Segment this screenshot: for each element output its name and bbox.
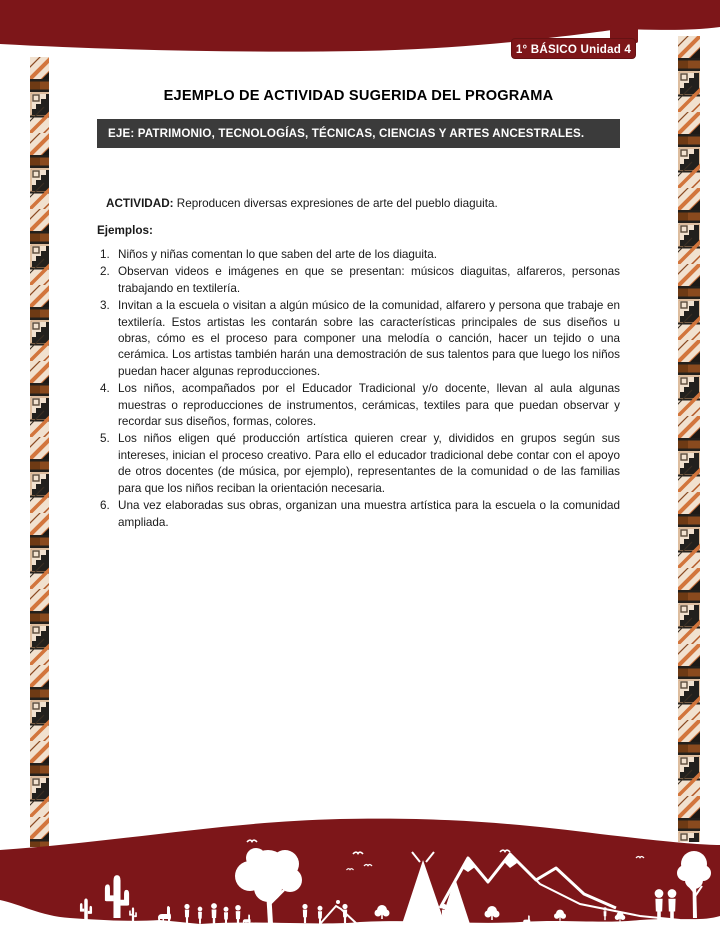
- list-item-text: Observan videos e imágenes en que se presentan: músicos diaguitas, alfareros, personas trabajando en textilería.: [118, 265, 620, 295]
- left-textile-pattern: [30, 57, 49, 847]
- content-area: [97, 88, 620, 532]
- left-textile-border: [30, 57, 49, 847]
- footer-landscape-art: [0, 812, 720, 932]
- unit-badge: 1° BÁSICO Unidad 4: [511, 38, 636, 59]
- list-item: [97, 298, 620, 380]
- right-textile-pattern: [678, 36, 700, 842]
- list-item-number: 3.: [100, 299, 110, 313]
- activity-label: ACTIVIDAD:: [106, 197, 174, 210]
- list-item-number: 1.: [100, 248, 110, 261]
- examples-label: Ejemplos:: [97, 224, 153, 237]
- list-item-number: 4.: [100, 382, 110, 396]
- examples-list: [97, 247, 620, 531]
- list-item: [97, 264, 620, 297]
- list-item-text: Los niños, acompañados por el Educador Tradicional y/o docente, llevan al aula algunas muestras o reproducciones de instrumentos, cerámicas, textiles para que puedan observar y recordar sus diseños, formas, colores.: [118, 382, 620, 429]
- list-item: [97, 498, 620, 531]
- list-item-number: 2.: [100, 265, 110, 279]
- list-item-text: Invitan a la escuela o visitan a algún músico de la comunidad, alfarero y persona que trabaje en textilería. Estos artistas les contarán sobre las características principales de sus diseños u obras, cómo es el proceso para componer una melodía o canción, hacer un tejido o una cerámica. Los artistas también harán una demostración de sus talentos para que luego los niños puedan hacer algunas reproducciones.: [118, 299, 620, 378]
- list-item-text: Niños y niñas comentan lo que saben del arte de los diaguita.: [118, 248, 438, 261]
- activity-text: Reproducen diversas expresiones de arte del pueblo diaguita.: [176, 197, 498, 210]
- list-item-text: Una vez elaboradas sus obras, organizan una muestra artística para la escuela o la comunidad ampliada.: [118, 499, 620, 529]
- eje-banner: EJE: PATRIMONIO, TECNOLOGÍAS, TÉCNICAS, CIENCIAS Y ARTES ANCESTRALES.: [97, 119, 620, 148]
- list-item-text: Los niños eligen qué producción artística quieren crear y, divididos en grupos según sus intereses, inician el proceso creativo. Para ello el educador tradicional debe contar con el apoyo de otros docentes (de música, por ejemplo), representantes de la comunidad o de las familias para que los niños reciban la orientación necesaria.: [118, 432, 620, 495]
- list-item-number: 5.: [100, 432, 110, 446]
- page-title: EJEMPLO DE ACTIVIDAD SUGERIDA DEL PROGRAMA: [163, 88, 554, 104]
- right-textile-border: [678, 36, 700, 842]
- list-item-number: 6.: [100, 499, 110, 513]
- list-item: [97, 381, 620, 430]
- list-item: [97, 431, 620, 497]
- activity-line: [106, 195, 620, 212]
- list-item: [97, 247, 620, 263]
